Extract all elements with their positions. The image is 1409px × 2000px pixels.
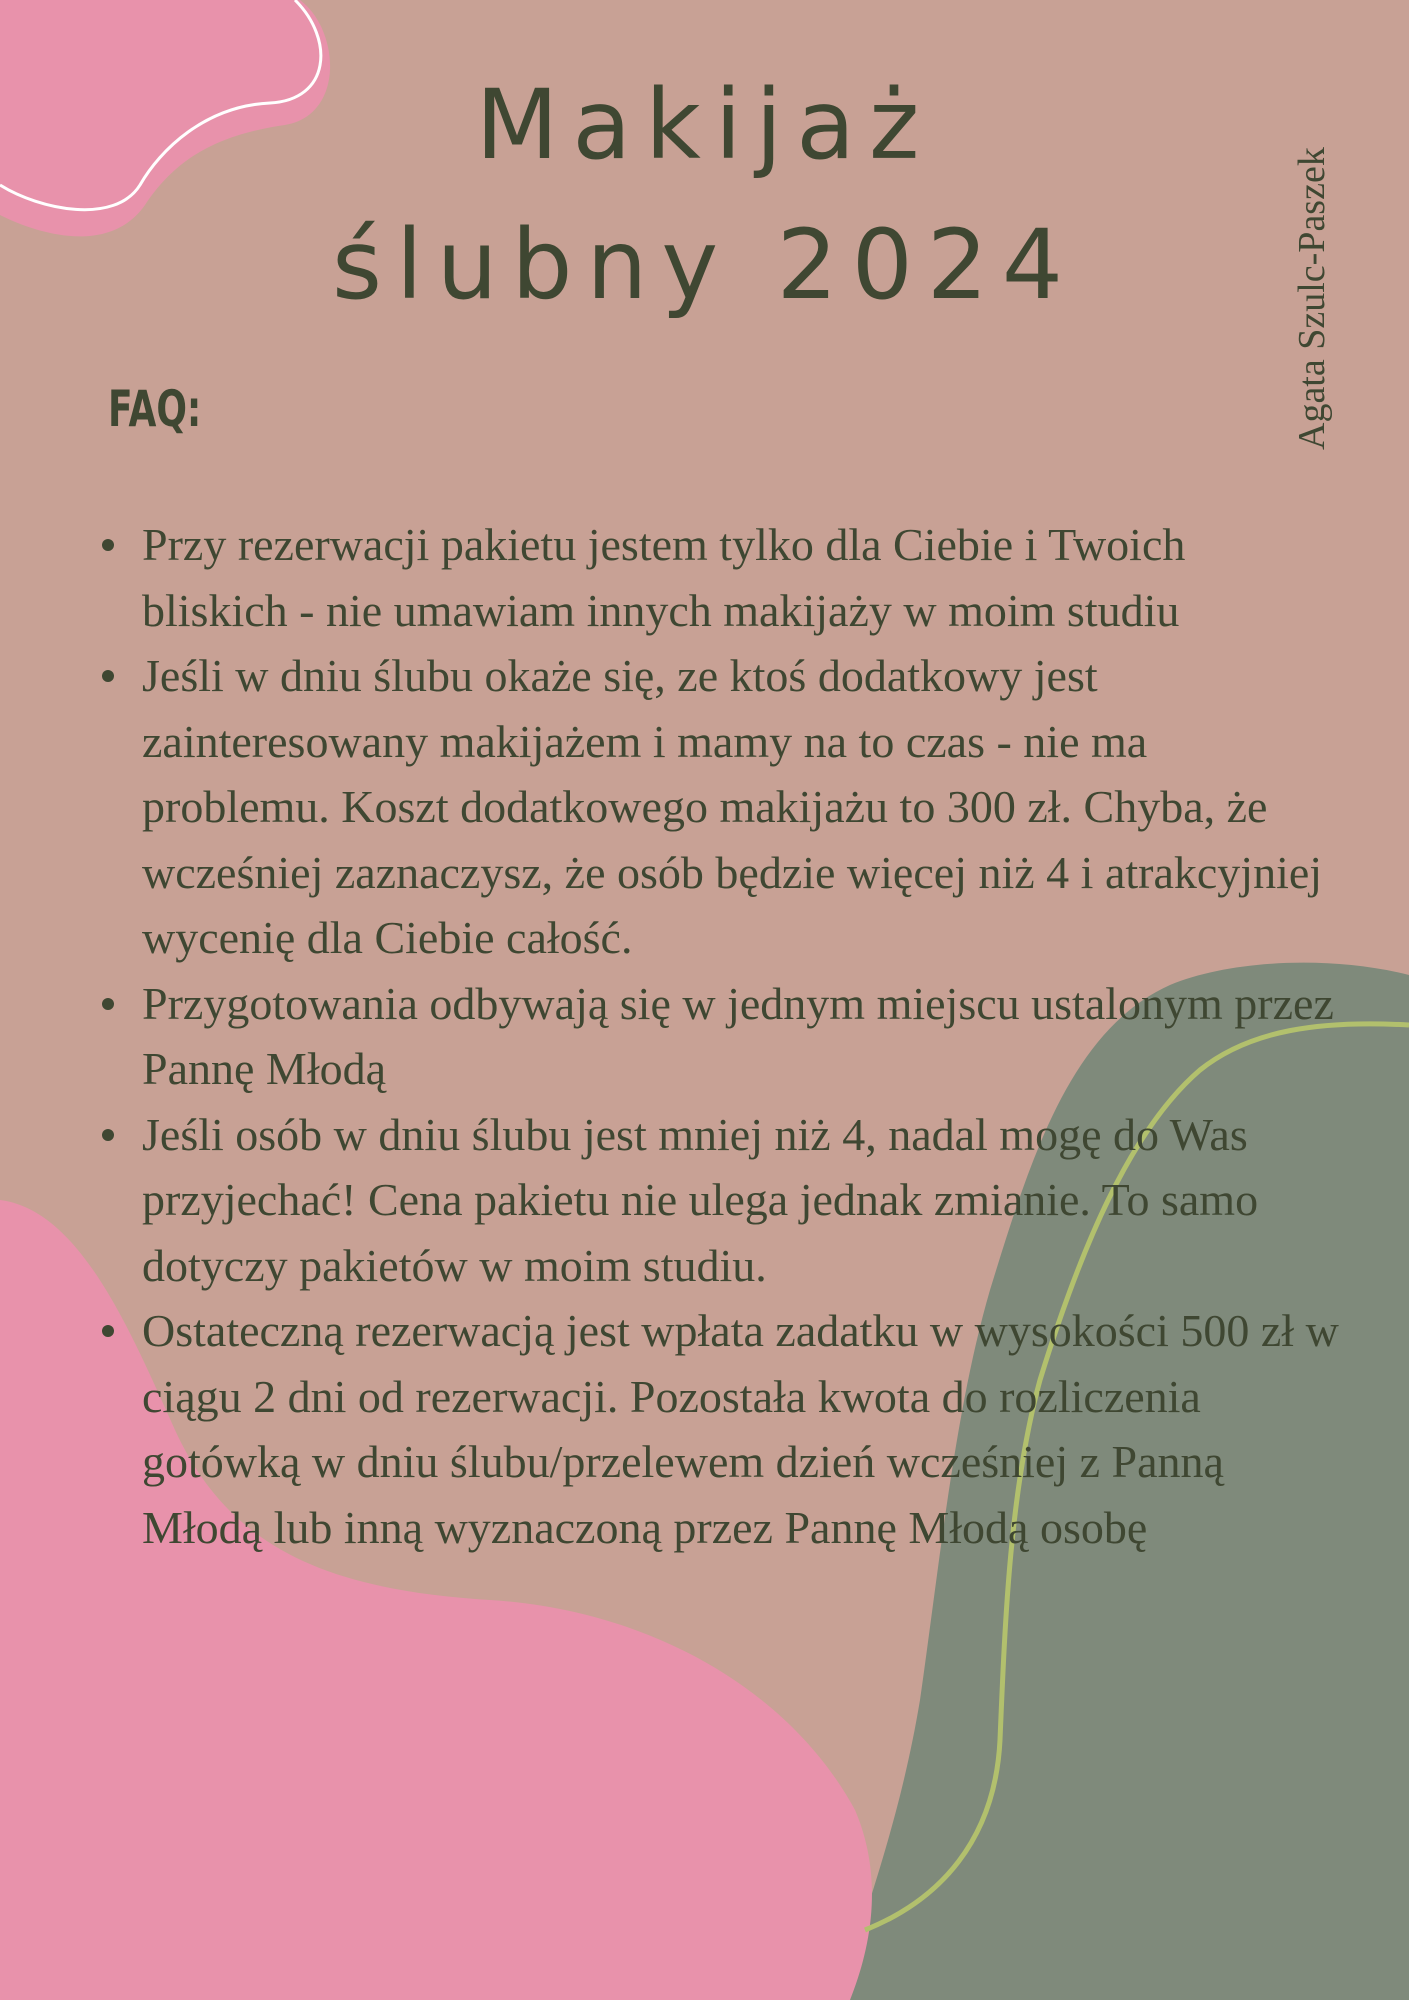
faq-heading: FAQ: (108, 380, 202, 438)
author-name: Agata Szulc-Paszek (1291, 147, 1333, 450)
title-line-1: Makijaż (475, 69, 934, 181)
title-line-2: ślubny 2024 (332, 209, 1077, 321)
faq-item: Jeśli osób w dniu ślubu jest mniej niż 4, nadal mogę do Was przyjechać! Cena pakietu nie ulega jednak zmianie. To samo dotyczy pakietów w moim studiu. (142, 1102, 1342, 1299)
faq-item: Jeśli w dniu ślubu okaże się, ze ktoś dodatkowy jest zainteresowany makijażem i mamy na to czas - nie ma problemu. Koszt dodatkowego makijażu to 300 zł. Chyba, że wcześniej zaznaczysz, że osób będzie więcej niż 4 i atrakcyjniej wycenię dla Ciebie całość. (142, 643, 1342, 971)
faq-list (142, 512, 1342, 1560)
page-title (0, 55, 1409, 335)
faq-item: Przy rezerwacji pakietu jestem tylko dla Ciebie i Twoich bliskich - nie umawiam innych makijaży w moim studiu (142, 512, 1342, 643)
faq-item: Ostateczną rezerwacją jest wpłata zadatku w wysokości 500 zł w ciągu 2 dni od rezerwacji. Pozostała kwota do rozliczenia gotówką w dniu ślubu/przelewem dzień wcześniej z Panną Młodą lub inną wyznaczoną przez Pannę Młodą osobę (142, 1298, 1342, 1560)
faq-item: Przygotowania odbywają się w jednym miejscu ustalonym przez Pannę Młodą (142, 971, 1342, 1102)
